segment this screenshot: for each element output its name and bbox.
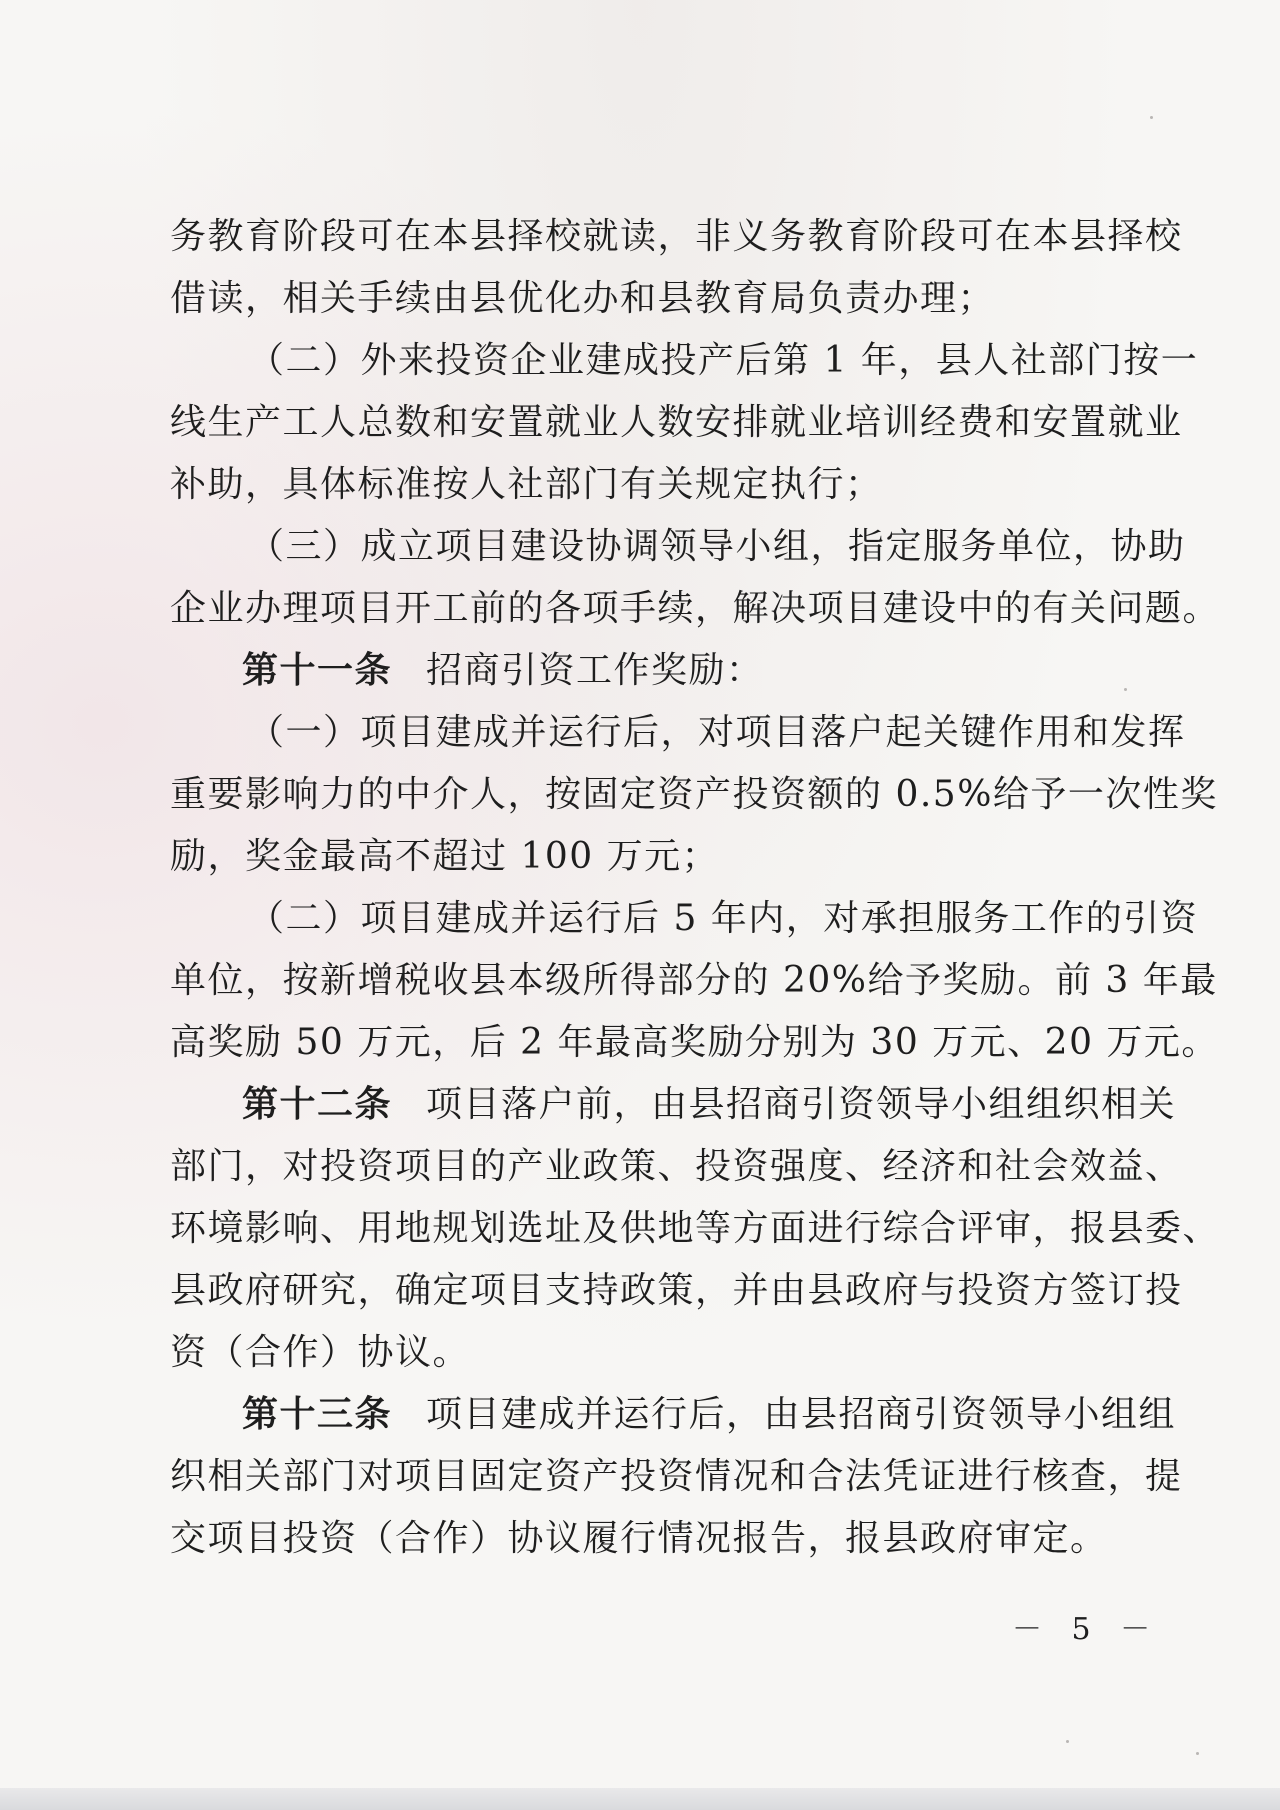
- scan-speck: [1196, 1752, 1199, 1755]
- article-11-text: 招商引资工作奖励：: [426, 650, 764, 691]
- document-body: [170, 206, 1221, 1570]
- clause-2-line: （二）外来投资企业建成投产后第 1 年，县人社部门按一: [248, 340, 1199, 381]
- text-line: 资（合作）协议。: [170, 1332, 471, 1373]
- article-11-line: [170, 640, 1118, 702]
- scan-speck: [1124, 688, 1127, 691]
- text-line: 交项目投资（合作）协议履行情况报告，报县政府审定。: [170, 1518, 1108, 1559]
- article-13-heading: 第十三条: [242, 1394, 393, 1435]
- article-12-heading: 第十二条: [242, 1084, 393, 1125]
- clause-2-line: （二）项目建成并运行后 5 年内，对承担服务工作的引资: [248, 898, 1199, 939]
- clause-1-line: （一）项目建成并运行后，对项目落户起关键作用和发挥: [248, 712, 1186, 753]
- text-line: 励，奖金最高不超过 100 万元；: [170, 836, 720, 877]
- clause-3-line: （三）成立项目建设协调领导小组，指定服务单位，协助: [248, 526, 1186, 567]
- scan-speck: [1066, 1740, 1069, 1743]
- article-11-heading: 第十一条: [242, 650, 393, 691]
- text-line: 线生产工人总数和安置就业人数安排就业培训经费和安置就业: [170, 402, 1183, 443]
- text-line: 部门，对投资项目的产业政策、投资强度、经济和社会效益、: [170, 1146, 1183, 1187]
- text-line: 县政府研究，确定项目支持政策，并由县政府与投资方签订投: [170, 1270, 1183, 1311]
- text-line: 单位，按新增税收县本级所得部分的 20%给予奖励。前 3 年最: [170, 960, 1218, 1001]
- text-line: 织相关部门对项目固定资产投资情况和合法凭证进行核查，提: [170, 1456, 1183, 1497]
- article-13-line: [170, 1384, 1177, 1446]
- page-number: － 5 －: [1012, 1612, 1161, 1647]
- article-13-text: 项目建成并运行后，由县招商引资领导小组组: [426, 1394, 1177, 1435]
- text-line: 环境影响、用地规划选址及供地等方面进行综合评审，报县委、: [170, 1208, 1221, 1249]
- text-line: 借读，相关手续由县优化办和县教育局负责办理；: [170, 278, 996, 319]
- scan-speck: [1150, 116, 1153, 119]
- text-line: 高奖励 50 万元，后 2 年最高奖励分别为 30 万元、20 万元。: [170, 1022, 1219, 1063]
- article-12-line: [170, 1074, 1177, 1136]
- text-line: 重要影响力的中介人，按固定资产投资额的 0.5%给予一次性奖: [170, 774, 1218, 815]
- text-line: 企业办理项目开工前的各项手续，解决项目建设中的有关问题。: [170, 588, 1221, 629]
- article-12-text: 项目落户前，由县招商引资领导小组组织相关: [426, 1084, 1177, 1125]
- text-line: 补助，具体标准按人社部门有关规定执行；: [170, 464, 883, 505]
- text-line: 务教育阶段可在本县择校就读，非义务教育阶段可在本县择校: [170, 216, 1183, 257]
- scan-bottom-edge: [0, 1788, 1280, 1810]
